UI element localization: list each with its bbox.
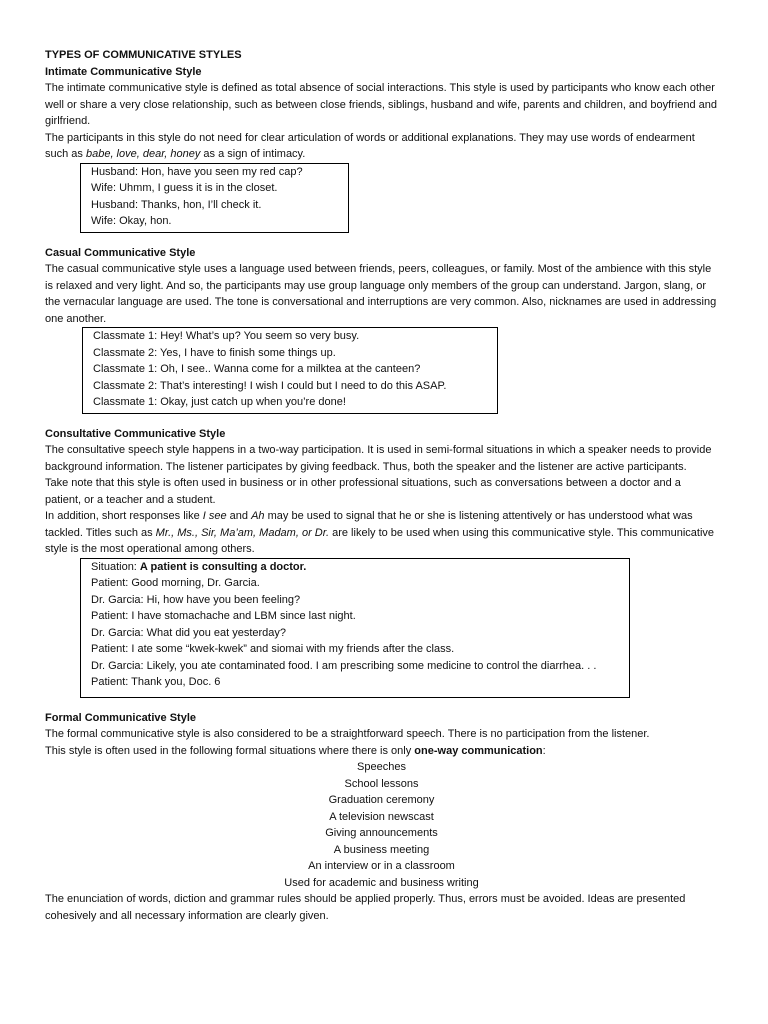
intimate-paragraph-2: The participants in this style do not need for clear articulation of words or additional explanations. They may use words of endearment such as babe, love, dear, honey as a sign of intimacy. — [45, 131, 695, 160]
consultative-paragraph-3: In addition, short responses like I see and Ah may be used to signal that he or she is listening attentively or has understood what was tackled. Titles such as Mr., Ms., Sir, Ma’am, Madam, or Dr. are likely to be used when using this communicative style. This communicative style is the most operational among others. — [45, 510, 715, 555]
casual-paragraph-1: The casual communicative style uses a language used between friends, peers, colleagues, or family. Most of the ambience with this style is relaxed and very light. And so, the participants may use group language only members of the group can understand. Jargon, slang, or the vernacular language are used. The tone is conversational and interruptions are very common. Also, nicknames are used in addressing one another. — [45, 263, 717, 325]
dialogue-line: Husband: Thanks, hon, I’ll check it. — [91, 198, 262, 211]
casual-dialogue-box — [82, 327, 498, 414]
dialogue-line: Classmate 2: Yes, I have to finish some things up. — [93, 346, 336, 359]
formal-paragraph-2: This style is often used in the following formal situations where there is only one-way communication: — [45, 744, 546, 757]
intimate-dialogue-box — [80, 163, 349, 233]
dialogue-line: Dr. Garcia: Likely, you ate contaminated food. I am prescribing some medicine to control the diarrhea. . . — [91, 659, 597, 672]
consultative-paragraph-2: Take note that this style is often used in business or in other professional situations, such as conversations between a doctor and a patient, or a teacher and a student. — [45, 477, 681, 506]
dialogue-line: Classmate 2: That’s interesting! I wish I could but I need to do this ASAP. — [93, 379, 447, 392]
intimate-heading: Intimate Communicative Style — [45, 65, 202, 78]
dialogue-line: Patient: Thank you, Doc. 6 — [91, 676, 221, 688]
consultative-dialogue-box — [80, 558, 630, 698]
dialogue-line: Classmate 1: Okay, just catch up when you’re done! — [93, 396, 346, 408]
casual-heading: Casual Communicative Style — [45, 246, 196, 259]
dialogue-line: Dr. Garcia: What did you eat yesterday? — [91, 626, 287, 639]
formal-paragraph-1: The formal communicative style is also considered to be a straightforward speech. There is no participation from the listener. — [45, 728, 650, 740]
dialogue-line: Patient: I ate some “kwek-kwek” and siomai with my friends after the class. — [91, 643, 455, 655]
formal-heading: Formal Communicative Style — [45, 711, 196, 724]
situation-line: Situation: A patient is consulting a doctor. — [91, 560, 307, 573]
dialogue-line: Dr. Garcia: Hi, how have you been feeling? — [91, 593, 301, 606]
dialogue-line: Classmate 1: Oh, I see.. Wanna come for a milktea at the canteen? — [93, 363, 421, 375]
dialogue-line: Patient: Good morning, Dr. Garcia. — [91, 577, 260, 589]
dialogue-line: Husband: Hon, have you seen my red cap? — [91, 165, 303, 178]
list-item: School lessons — [344, 777, 419, 790]
list-item: An interview or in a classroom — [308, 860, 455, 872]
list-item: A television newscast — [329, 810, 434, 823]
endearment-words: babe, love, dear, honey — [85, 148, 201, 160]
dialogue-line: Wife: Okay, hon. — [91, 215, 172, 227]
list-item: Graduation ceremony — [328, 794, 435, 806]
dialogue-line: Classmate 1: Hey! What’s up? You seem so very busy. — [93, 330, 360, 342]
consultative-heading: Consultative Communicative Style — [45, 427, 226, 440]
list-item: Used for academic and business writing — [284, 876, 479, 889]
consultative-paragraph-1: The consultative speech style happens in a two-way participation. It is used in semi-formal situations in which a speaker needs to provide background information. The listener participates by giving feedback. Thus, both the speaker and the listener are active participants. — [45, 444, 712, 473]
formal-paragraph-3: The enunciation of words, diction and grammar rules should be applied properly. Thus, errors must be avoided. Ideas are presented cohesively and all necessary information are clearly given. — [45, 893, 686, 922]
list-item: A business meeting — [333, 843, 430, 856]
formal-situations-list — [45, 759, 718, 891]
list-item: Speeches — [357, 761, 406, 773]
list-item: Giving announcements — [325, 827, 438, 839]
intimate-paragraph-1: The intimate communicative style is defined as total absence of social interactions. This style is used by participants who know each other well or share a very close relationship, such as between close friends, siblings, husband and wife, parents and children, and boyfriend and girlfriend. — [45, 82, 718, 127]
dialogue-line: Patient: I have stomachache and LBM since last night. — [91, 610, 356, 622]
dialogue-line: Wife: Uhmm, I guess it is in the closet. — [91, 182, 278, 194]
document-title: TYPES OF COMMUNICATIVE STYLES — [45, 49, 242, 61]
